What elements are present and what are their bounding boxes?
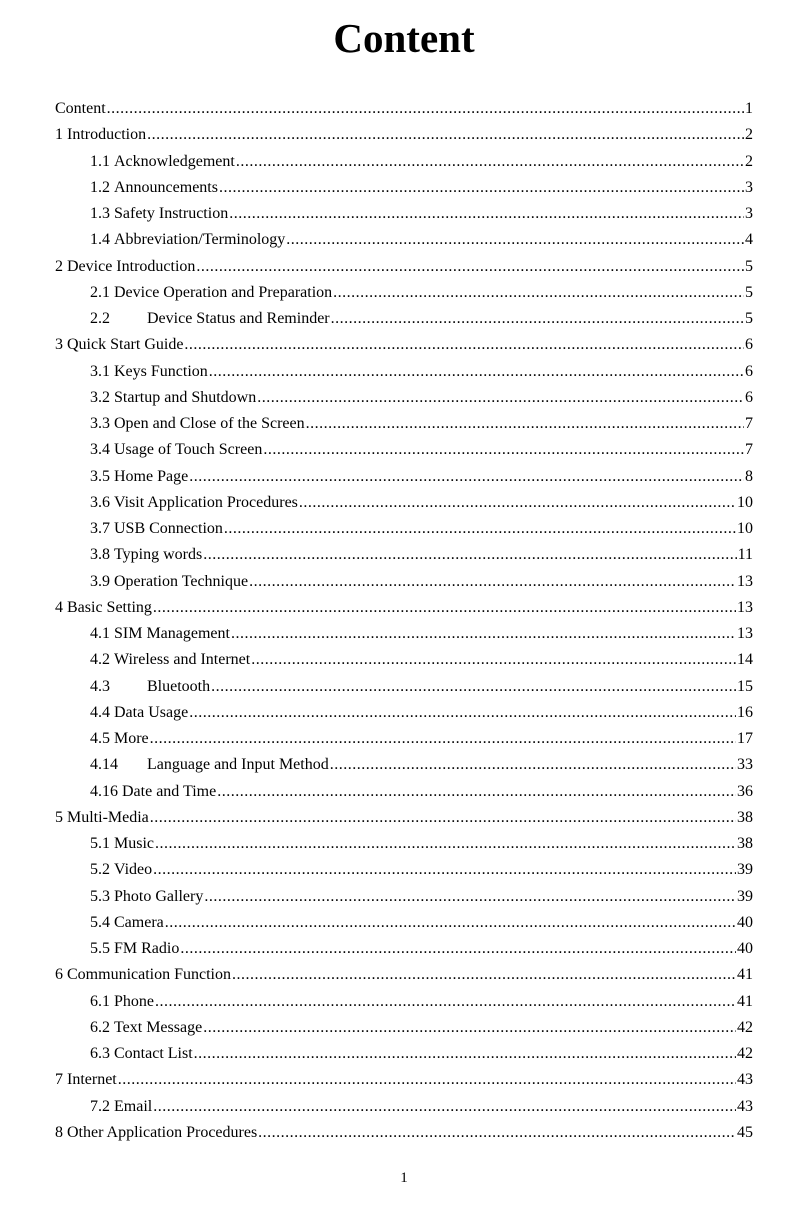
table-of-contents — [55, 96, 753, 1146]
toc-entry-title: Home Page — [114, 467, 189, 485]
toc-dot-leader — [196, 254, 744, 280]
toc-entry[interactable] — [55, 726, 753, 752]
toc-dot-leader — [219, 175, 744, 201]
toc-entry[interactable] — [55, 805, 753, 831]
toc-entry-title: Operation Technique — [114, 572, 249, 590]
toc-entry[interactable] — [55, 201, 753, 227]
toc-entry[interactable] — [55, 1067, 753, 1093]
toc-entry[interactable] — [55, 857, 753, 883]
toc-entry-number: 6.1 — [90, 992, 110, 1010]
toc-entry[interactable] — [55, 621, 753, 647]
toc-entry[interactable] — [55, 254, 753, 280]
toc-entry-number: 4.14 — [90, 756, 118, 774]
toc-entry-page: 3 — [745, 178, 753, 196]
toc-entry-title: Photo Gallery — [114, 887, 204, 905]
toc-entry-number: 5.3 — [90, 887, 110, 905]
toc-entry-page: 2 — [745, 126, 753, 144]
toc-entry[interactable] — [55, 306, 753, 332]
toc-entry-page: 4 — [745, 231, 753, 249]
toc-dot-leader — [258, 1120, 736, 1146]
toc-entry[interactable] — [55, 411, 753, 437]
toc-entry-number: 1.2 — [90, 178, 110, 196]
toc-dot-leader — [118, 1067, 736, 1093]
toc-dot-leader — [306, 411, 744, 437]
toc-entry[interactable] — [55, 989, 753, 1015]
toc-entry-title: FM Radio — [114, 940, 180, 957]
toc-entry[interactable] — [55, 595, 753, 621]
toc-entry-page: 3 — [745, 205, 753, 222]
toc-dot-leader — [155, 989, 736, 1015]
toc-entry-page: 2 — [745, 152, 753, 170]
toc-entry[interactable] — [55, 122, 753, 148]
toc-entry-number: 1.3 — [90, 205, 110, 222]
toc-entry-title: Multi-Media — [67, 808, 149, 826]
toc-entry[interactable] — [55, 96, 753, 122]
toc-dot-leader — [286, 227, 744, 253]
toc-entry[interactable] — [55, 884, 753, 910]
toc-entry-page: 39 — [737, 861, 753, 879]
toc-entry-page: 13 — [737, 598, 753, 616]
toc-entry-page: 10 — [737, 493, 753, 511]
toc-entry-page: 41 — [737, 966, 753, 984]
toc-entry-page: 13 — [737, 572, 753, 590]
toc-entry-number: 8 — [55, 1123, 63, 1141]
toc-entry-title: Communication Function — [67, 966, 231, 984]
toc-entry[interactable] — [55, 437, 753, 463]
toc-entry-page: 7 — [745, 415, 753, 432]
toc-entry-number: 5 — [55, 808, 63, 826]
toc-entry-page: 7 — [745, 441, 753, 459]
toc-entry-number: 2.1 — [90, 283, 110, 301]
toc-dot-leader — [150, 726, 736, 752]
toc-entry-page: 13 — [737, 625, 753, 642]
toc-dot-leader — [165, 910, 736, 936]
toc-entry[interactable] — [55, 962, 753, 988]
toc-entry-page: 41 — [737, 992, 753, 1010]
toc-entry[interactable] — [55, 227, 753, 253]
toc-dot-leader — [217, 779, 736, 805]
toc-dot-leader — [330, 752, 736, 778]
toc-entry-number: 7 — [55, 1071, 63, 1089]
toc-entry-page: 6 — [745, 388, 753, 406]
toc-entry-number: 3.3 — [90, 415, 110, 432]
toc-entry-title: Device Operation and Preparation — [114, 283, 333, 301]
toc-entry-number: 3 — [55, 336, 63, 354]
toc-entry[interactable] — [55, 359, 753, 385]
toc-dot-leader — [153, 1094, 736, 1120]
toc-entry-page: 17 — [737, 730, 753, 747]
toc-dot-leader — [107, 96, 744, 122]
toc-entry-page: 38 — [737, 808, 753, 826]
page-number: 1 — [400, 1170, 408, 1186]
toc-entry-page: 43 — [737, 1097, 753, 1115]
toc-entry-page: 43 — [737, 1071, 753, 1089]
toc-entry-page: 39 — [737, 887, 753, 905]
toc-entry-title: Typing words — [114, 546, 203, 564]
toc-dot-leader — [204, 884, 736, 910]
toc-entry[interactable] — [55, 1041, 753, 1067]
toc-entry-title: Usage of Touch Screen — [114, 441, 263, 459]
toc-dot-leader — [251, 647, 736, 673]
toc-entry-number: 3.4 — [90, 441, 110, 459]
toc-entry-number: 3.8 — [90, 546, 110, 564]
toc-entry-number: 3.2 — [90, 388, 110, 406]
page-title: Content — [333, 15, 475, 61]
toc-entry-number: 3.9 — [90, 572, 110, 590]
toc-entry-number: 3.7 — [90, 520, 110, 537]
toc-entry-title: Device Status and Reminder — [147, 310, 330, 327]
toc-dot-leader — [299, 490, 736, 516]
toc-dot-leader — [184, 332, 744, 358]
toc-entry-number: 5.4 — [90, 913, 110, 931]
toc-entry-number: 2.2 — [90, 310, 110, 327]
toc-entry-number: 6.3 — [90, 1045, 110, 1062]
toc-entry[interactable] — [55, 752, 753, 778]
toc-entry-title: Startup and Shutdown — [114, 388, 257, 406]
toc-dot-leader — [209, 359, 744, 385]
toc-entry-title: Contact List — [114, 1045, 193, 1062]
toc-entry[interactable] — [55, 332, 753, 358]
toc-entry-page: 15 — [737, 677, 753, 695]
toc-entry-title: Introduction — [67, 126, 147, 144]
toc-entry-title: SIM Management — [114, 625, 230, 642]
toc-entry-page: 40 — [737, 940, 753, 957]
toc-entry-title: More — [114, 730, 149, 747]
toc-entry-title: Date and Time — [122, 782, 217, 800]
toc-entry-title: Email — [114, 1097, 153, 1115]
toc-entry-page: 42 — [737, 1018, 753, 1036]
toc-entry-title: Visit Application Procedures — [114, 493, 298, 511]
toc-entry[interactable] — [55, 700, 753, 726]
toc-entry-title: Text Message — [114, 1018, 203, 1036]
toc-dot-leader — [231, 621, 736, 647]
toc-dot-leader — [211, 674, 736, 700]
toc-entry-page: 5 — [745, 310, 753, 327]
toc-entry-title: Open and Close of the Screen — [114, 415, 305, 432]
toc-entry[interactable] — [55, 1015, 753, 1041]
toc-dot-leader — [203, 542, 736, 568]
toc-entry-number: 5.1 — [90, 835, 110, 852]
toc-entry[interactable] — [55, 569, 753, 595]
toc-dot-leader — [263, 437, 744, 463]
toc-entry-title: Other Application Procedures — [67, 1123, 258, 1141]
toc-entry[interactable] — [55, 1120, 753, 1146]
toc-entry-number: 3.6 — [90, 493, 110, 511]
toc-entry-number: 4.4 — [90, 703, 110, 721]
toc-entry-number: 4.3 — [90, 677, 110, 695]
toc-entry-title: Acknowledgement — [114, 152, 235, 170]
toc-entry-title: Wireless and Internet — [114, 651, 251, 669]
toc-entry-page: 5 — [745, 257, 753, 275]
toc-entry-number: 1.1 — [90, 152, 110, 170]
toc-entry-number: 4.16 — [90, 782, 118, 800]
toc-entry[interactable] — [55, 779, 753, 805]
toc-entry[interactable] — [55, 280, 753, 306]
toc-dot-leader — [155, 831, 736, 857]
toc-entry-number: 5.5 — [90, 940, 110, 957]
toc-entry-title: Abbreviation/Terminology — [114, 231, 286, 249]
toc-entry-title: USB Connection — [114, 520, 223, 537]
toc-entry-title: Music — [114, 835, 154, 852]
toc-dot-leader — [203, 1015, 736, 1041]
toc-entry[interactable] — [55, 831, 753, 857]
toc-entry-page: 36 — [737, 782, 753, 800]
toc-entry-title: Phone — [114, 992, 154, 1010]
toc-entry-page: 14 — [737, 651, 753, 669]
toc-dot-leader — [229, 201, 744, 227]
toc-entry-number: 4.1 — [90, 625, 110, 642]
toc-entry-number: 4 — [55, 598, 63, 616]
toc-dot-leader — [189, 700, 736, 726]
toc-entry[interactable] — [55, 674, 753, 700]
toc-entry-number: 7.2 — [90, 1097, 110, 1115]
toc-entry-title: Device Introduction — [67, 257, 196, 275]
toc-entry-page: 8 — [745, 467, 753, 485]
toc-entry[interactable] — [55, 385, 753, 411]
toc-dot-leader — [249, 569, 736, 595]
toc-dot-leader — [150, 805, 736, 831]
toc-entry-title: Content — [55, 100, 106, 117]
toc-dot-leader — [257, 385, 744, 411]
toc-entry-page: 45 — [737, 1123, 753, 1141]
toc-entry-number: 1 — [55, 126, 63, 144]
toc-entry-page: 33 — [737, 756, 753, 774]
toc-entry-number: 4.2 — [90, 651, 110, 669]
toc-entry-title: Data Usage — [114, 703, 189, 721]
toc-entry[interactable] — [55, 910, 753, 936]
toc-dot-leader — [194, 1041, 736, 1067]
toc-entry-page: 6 — [745, 336, 753, 354]
toc-entry-title: Bluetooth — [147, 677, 211, 695]
toc-entry-title: Announcements — [114, 178, 218, 196]
toc-dot-leader — [224, 516, 736, 542]
toc-entry-title: Language and Input Method — [147, 756, 329, 774]
toc-dot-leader — [153, 857, 736, 883]
toc-entry-page: 5 — [745, 283, 753, 301]
toc-entry[interactable] — [55, 516, 753, 542]
toc-entry-page: 40 — [737, 913, 753, 931]
toc-entry[interactable] — [55, 490, 753, 516]
toc-entry-number: 3.1 — [90, 362, 110, 380]
toc-dot-leader — [189, 464, 744, 490]
toc-entry-number: 1.4 — [90, 231, 110, 249]
toc-entry[interactable] — [55, 936, 753, 962]
toc-entry[interactable] — [55, 542, 753, 568]
toc-entry[interactable] — [55, 1094, 753, 1120]
toc-entry-title: Keys Function — [114, 362, 208, 380]
toc-dot-leader — [180, 936, 736, 962]
toc-entry-number: 5.2 — [90, 861, 110, 879]
toc-dot-leader — [236, 149, 744, 175]
toc-entry-number: 4.5 — [90, 730, 110, 747]
toc-dot-leader — [153, 595, 736, 621]
toc-entry-page: 16 — [737, 703, 753, 721]
toc-entry[interactable] — [55, 149, 753, 175]
toc-entry-number: 6 — [55, 966, 63, 984]
toc-dot-leader — [232, 962, 736, 988]
toc-entry-page: 10 — [737, 520, 753, 537]
toc-entry[interactable] — [55, 175, 753, 201]
toc-entry-page: 6 — [745, 362, 753, 380]
toc-entry-title: Safety Instruction — [114, 205, 229, 222]
toc-entry-page: 11 — [737, 546, 753, 564]
toc-entry-title: Video — [114, 861, 153, 879]
toc-entry-page: 42 — [737, 1045, 753, 1062]
toc-entry-title: Camera — [114, 913, 164, 931]
toc-entry-title: Internet — [67, 1071, 117, 1089]
toc-entry-number: 2 — [55, 257, 63, 275]
toc-dot-leader — [333, 280, 744, 306]
toc-entry-title: Basic Setting — [67, 598, 152, 616]
toc-dot-leader — [147, 122, 744, 148]
toc-entry-page: 38 — [737, 835, 753, 852]
toc-entry-number: 6.2 — [90, 1018, 110, 1036]
toc-dot-leader — [331, 306, 744, 332]
toc-entry[interactable] — [55, 647, 753, 673]
toc-entry-page: 1 — [745, 100, 753, 117]
toc-entry[interactable] — [55, 464, 753, 490]
toc-entry-number: 3.5 — [90, 467, 110, 485]
toc-entry-title: Quick Start Guide — [67, 336, 184, 354]
